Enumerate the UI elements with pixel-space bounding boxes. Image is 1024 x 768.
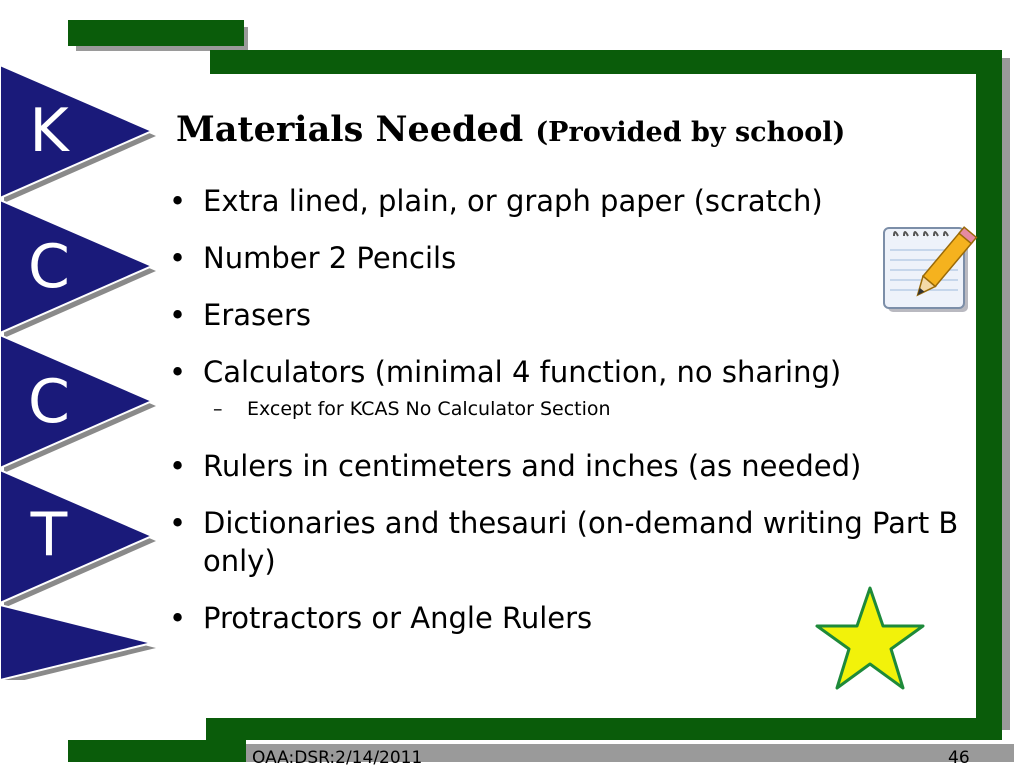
slide-title: [176, 108, 956, 155]
page-number: 46: [948, 748, 970, 768]
letter-c-1: C: [28, 232, 70, 302]
star-icon: [814, 584, 926, 692]
notepad-pencil-icon: [880, 222, 980, 314]
bullet-item: • Protractors or Angle Rulers: [165, 599, 965, 637]
bullet-item: • Rulers in centimeters and inches (as needed): [165, 447, 965, 485]
bullet-item: • Dictionaries and thesauri (on-demand writing Part B only): [165, 504, 963, 580]
title-main: Materials Needed: [176, 109, 524, 150]
frame-bar-lower: [206, 716, 1002, 740]
sub-bullet-item: – Except for KCAS No Calculator Section: [165, 397, 965, 421]
footer-date: OAA:DSR:2/14/2011: [252, 748, 423, 768]
frame-bar-top: [210, 50, 1002, 74]
letter-k: K: [29, 96, 69, 166]
title-subtitle: (Provided by school): [535, 117, 846, 148]
frame-bar-bottom: [68, 740, 246, 762]
bullet-item: • Extra lined, plain, or graph paper (scratch): [165, 182, 965, 220]
frame-bar-right: [976, 50, 1002, 740]
letter-t: T: [30, 500, 68, 570]
arrow-blank: [0, 605, 152, 680]
letter-c-2: C: [28, 367, 70, 437]
bullet-item: • Number 2 Pencils: [165, 239, 965, 277]
bullet-item: • Calculators (minimal 4 function, no sharing): [165, 353, 965, 391]
bullet-item: • Erasers: [165, 296, 965, 334]
frame-bar-top-left: [68, 20, 244, 46]
